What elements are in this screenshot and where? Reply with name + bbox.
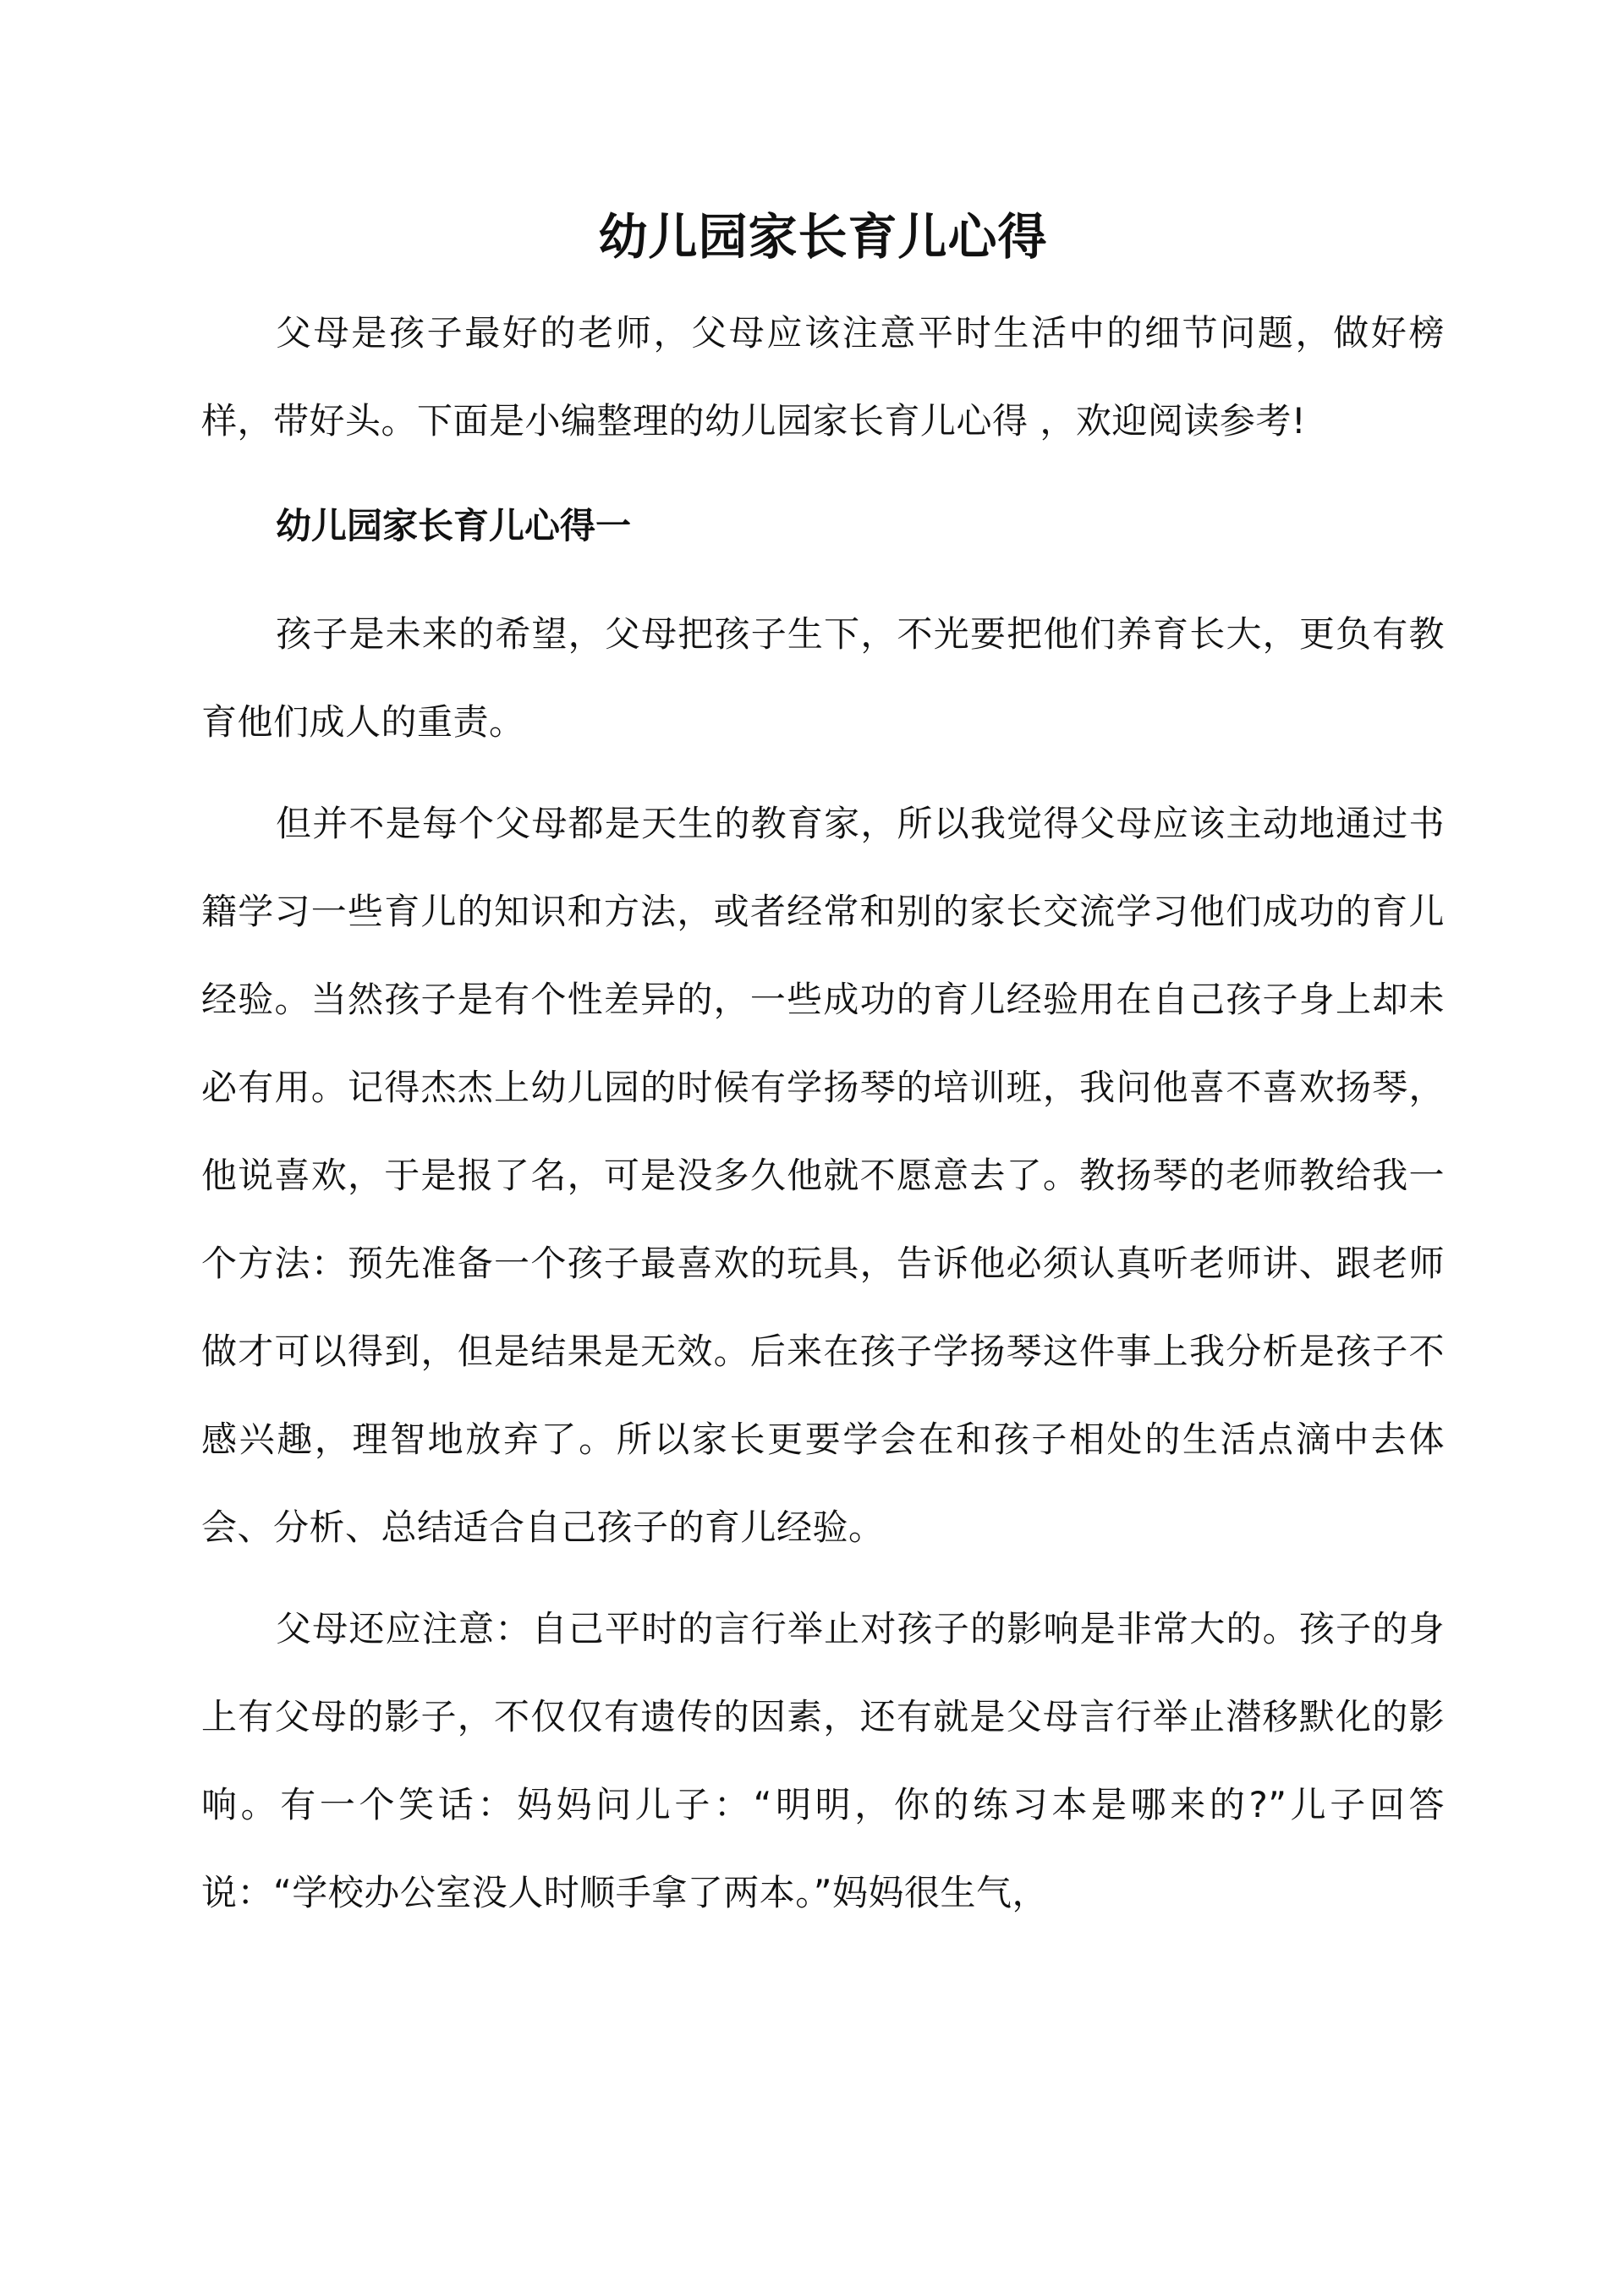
body-paragraph-3: 父母还应注意：自己平时的言行举止对孩子的影响是非常大的。孩子的身上有父母的影子，不仅仅有遗传的因素，还有就是父母言行举止潜移默化的影响。有一个笑话：妈妈问儿子：“明明，你的练习本是哪来的?”儿子回答说：“学校办公室没人时顺手拿了两本。”妈妈很生气， (201, 1608, 1445, 1913)
document-title: 幼儿园家长育儿心得 (598, 208, 1048, 266)
intro-paragraph: 父母是孩子最好的老师，父母应该注意平时生活中的细节问题，做好榜样，带好头。下面是小编整理的幼儿园家长育儿心得 ，欢迎阅读参考! (201, 312, 1445, 442)
section-heading: 幼儿园家长育儿心得一 (276, 505, 632, 546)
body-paragraph-1: 孩子是未来的希望，父母把孩子生下，不光要把他们养育长大，更负有教育他们成人的重责。 (201, 613, 1445, 743)
document-body (201, 195, 1445, 1951)
body-paragraph-2: 但并不是每个父母都是天生的教育家，所以我觉得父母应该主动地通过书籍学习一些育儿的知识和方法，或者经常和别的家长交流学习他们成功的育儿经验。当然孩子是有个性差异的，一些成功的育儿经验用在自己孩子身上却未必有用。记得杰杰上幼儿园的时候有学扬琴的培训班，我问他喜不喜欢扬琴，他说喜欢，于是报了名，可是没多久他就不愿意去了。教扬琴的老师教给我一个方法：预先准备一个孩子最喜欢的玩具，告诉他必须认真听老师讲、跟老师做才可以得到，但是结果是无效。后来在孩子学扬琴这件事上我分析是孩子不感兴趣，理智地放弃了。所以家长更要学会在和孩子相处的生活点滴中去体会、分析、总结适合自己孩子的育儿经验。 (201, 803, 1445, 1548)
